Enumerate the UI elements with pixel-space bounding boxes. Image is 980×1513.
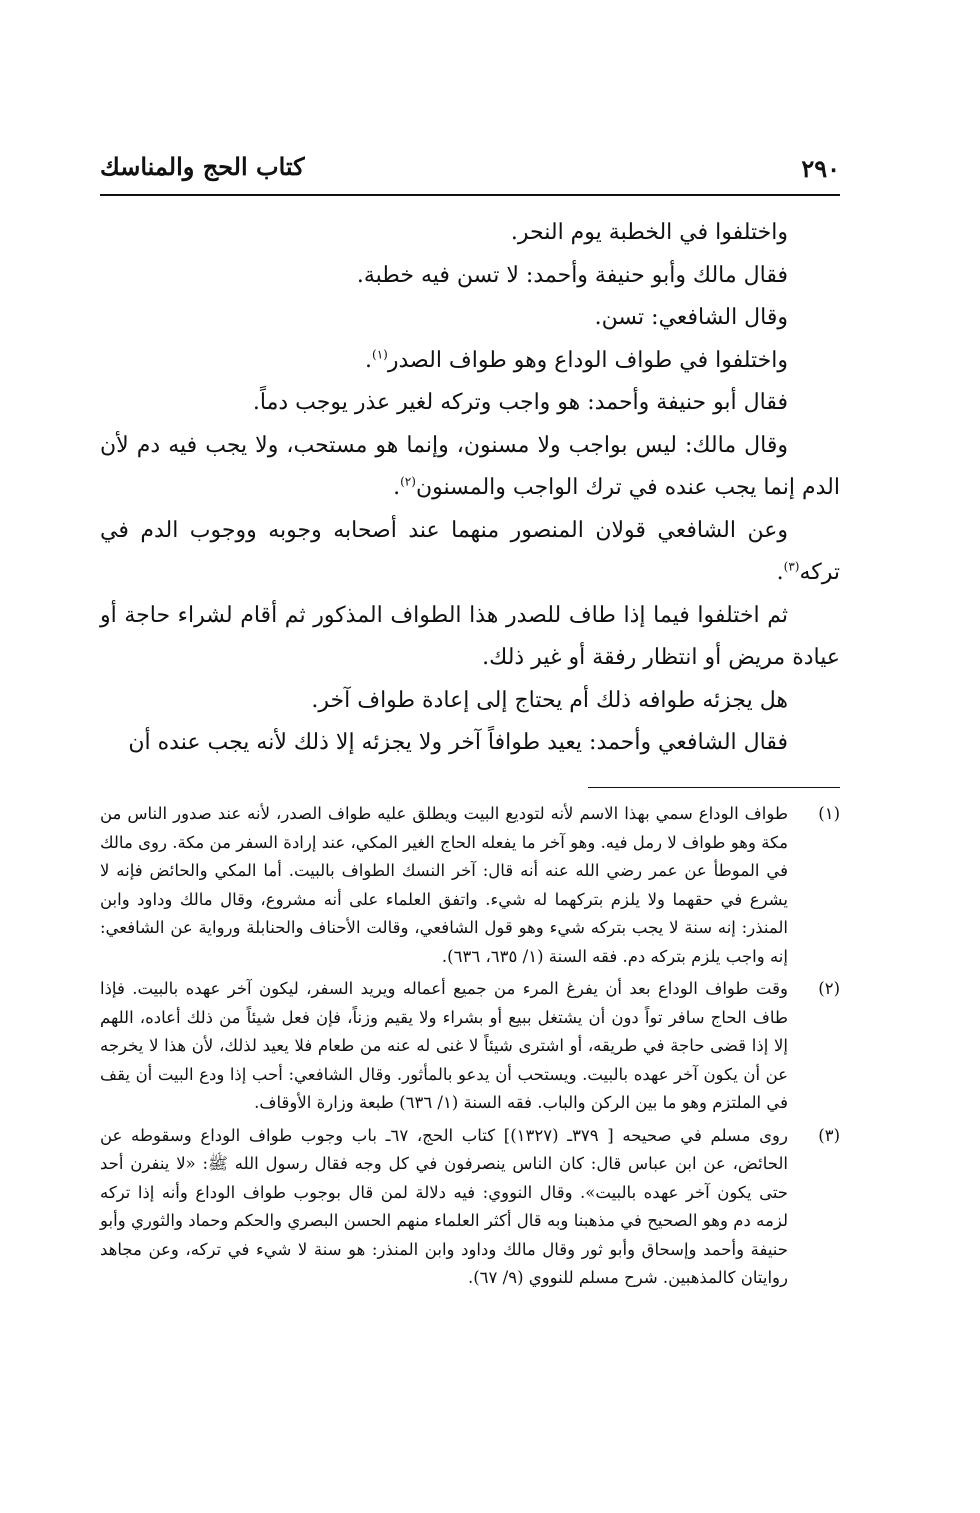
footnote-number-3: (٣) xyxy=(818,1125,840,1145)
paragraph-4-text: واختلفوا في طواف الوداع وهو طواف الصدر xyxy=(387,347,788,373)
paragraph-2: فقال مالك وأبو حنيفة وأحمد: لا تسن فيه خطبة. xyxy=(356,262,788,288)
page-header xyxy=(100,152,840,196)
paragraph-6-text: وقال مالك: ليس بواجب ولا مسنون، وإنما هو مستحب، ولا يجب فيه دم لأن الدم إنما يجب عنده في ترك الواجب والمسنون xyxy=(100,432,840,500)
footnote-separator xyxy=(588,787,840,788)
footnote-ref-3[interactable]: (٣) xyxy=(783,559,800,574)
footnote-number-2: (٢) xyxy=(818,979,840,998)
paragraph-7-text: وعن الشافعي قولان المنصور منهما عند أصحابه وجوبه ووجوب الدم في تركه xyxy=(100,517,840,585)
footnote-2 xyxy=(100,975,840,1118)
footnote-1 xyxy=(100,800,840,971)
footnote-text-2: وقت طواف الوداع بعد أن يفرغ المرء من جميع أعماله ويريد السفر، ليكون آخر عهده بالبيت. فإذا طاف الحاج سافر تواً دون أن يشتغل ببيع أو بشراء ولا يقيم وزناً، فإن فعل شيئاً من ذلك أعاده، اللهم إلا إذا قضى حاجة في طريقه، أو اشترى شيئاً لا غنى له عنه من طعام فلا يعيد لذلك، لأن هذا لا يخرجه عن أن يكون آخر عهده بالبيت. ويستحب أن يدعو بالمأثور. وقال الشافعي: أحب إذا ودع البيت أن يقف في الملتزم وهو ما بين الركن والباب. فقه السنة (١/ ٦٣٦) طبعة وزارة الأوقاف. xyxy=(100,979,788,1112)
footnote-number-1: (١) xyxy=(818,804,840,823)
footnotes xyxy=(100,800,840,1297)
running-title: كتاب الحج والمناسك xyxy=(100,152,305,181)
footnote-3 xyxy=(100,1122,840,1293)
paragraph-6-end: . xyxy=(393,475,401,500)
paragraph-5: فقال أبو حنيفة وأحمد: هو واجب وتركه لغير عذر يوجب دماً. xyxy=(252,390,788,415)
footnote-ref-2[interactable]: (٢) xyxy=(400,474,416,489)
paragraph-7-end: . xyxy=(776,560,784,585)
footnote-text-3: روى مسلم في صحيحه [ ٣٧٩ـ (١٣٢٧)] كتاب الحج، ٦٧ـ باب وجوب طواف الوداع وسقوطه عن الحائض، عن ابن عباس قال: كان الناس ينصرفون في كل وجه فقال رسول الله ﷺ: «لا ينفرن أحد حتى يكون آخر عهده بالبيت». وقال النووي: فيه دلالة لمن قال بوجوب طواف الوداع وأنه إذا تركه لزمه دم وهو الصحيح في مذهبنا وبه قال أكثر العلماء منهم الحسن البصري والحكم وحماد والثوري وأبو حنيفة وأحمد وإسحاق وأبو ثور وقال مالك وداود وابن المنذر: هو سنة لا شيء في تركه، وعن مجاهد روايتان كالمذهبين. شرح مسلم للنووي (٩/ ٦٧). xyxy=(100,1125,788,1287)
paragraph-4 xyxy=(100,340,840,383)
paragraph-1: واختلفوا في الخطبة يوم النحر. xyxy=(510,220,788,245)
page-number: ٢٩٠ xyxy=(801,154,840,183)
paragraph-4-end: . xyxy=(365,347,373,373)
paragraph-3: وقال الشافعي: تسن. xyxy=(594,305,788,330)
paragraph-9: هل يجزئه طوافه ذلك أم يحتاج إلى إعادة طواف آخر. xyxy=(311,687,788,713)
paragraph-6 xyxy=(100,425,840,510)
paragraph-8: ثم اختلفوا فيما إذا طاف للصدر هذا الطواف المذكور ثم أقام لشراء حاجة أو عيادة مريض أو انتظار رفقة أو غير ذلك. xyxy=(100,602,840,670)
footnote-ref-1[interactable]: (١) xyxy=(372,347,388,362)
paragraph-10: فقال الشافعي وأحمد: يعيد طوافاً آخر ولا يجزئه إلا ذلك لأنه يجب عنده أن xyxy=(128,730,788,755)
footnote-text-1: طواف الوداع سمي بهذا الاسم لأنه لتوديع البيت ويطلق عليه طواف الصدر، لأنه عند صدور الناس من مكة وهو طواف لا رمل فيه. وهو آخر ما يفعله الحاج الغير المكي، عند إرادة السفر من مكة. روى مالك في الموطأ عن عمر رضي الله عنه أنه قال: آخر النسك الطواف بالبيت. أما المكي والحائض فإنه لا يشرع في حقهما ولا يلزم بتركهما له شيء. واتفق العلماء على أنه مشروع، وقال مالك وداود وابن المنذر: إنه سنة لا يجب بتركه شيء وهو قول الشافعي، وقالت الأحناف والحنابلة ورواية عن الشافعي: إنه واجب يلزم بتركه دم. فقه السنة (١/ ٦٣٥، ٦٣٦). xyxy=(100,804,788,966)
paragraph-7 xyxy=(100,510,840,595)
main-text xyxy=(100,212,840,765)
